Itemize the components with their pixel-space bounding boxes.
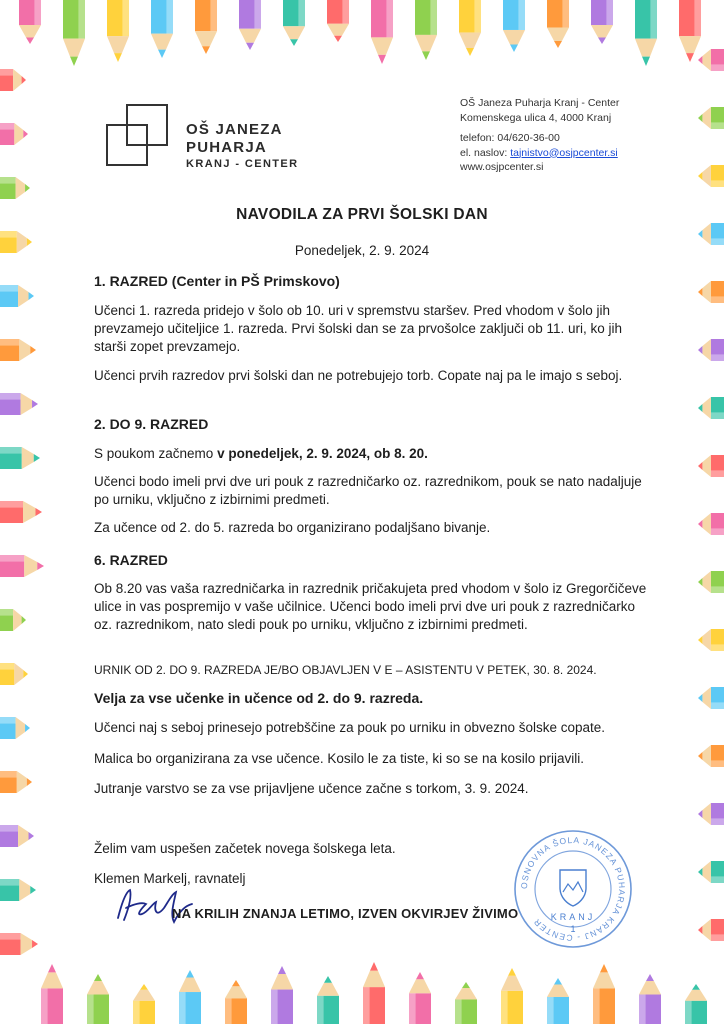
pencil-icon bbox=[19, 0, 41, 44]
pencil-icon bbox=[698, 455, 724, 477]
pencil-icon bbox=[179, 970, 201, 1024]
pencil-icon bbox=[547, 978, 569, 1024]
pencil-icon bbox=[239, 0, 261, 50]
pencil-icon bbox=[591, 0, 613, 44]
pencil-icon bbox=[698, 745, 724, 767]
pencil-icon bbox=[698, 803, 724, 825]
pencil-icon bbox=[363, 962, 385, 1024]
pencil-icon bbox=[0, 447, 40, 469]
pencil-icon bbox=[0, 933, 38, 955]
pencil-icon bbox=[503, 0, 525, 52]
school-name-line1: OŠ JANEZA bbox=[186, 121, 283, 138]
pencil-icon bbox=[698, 919, 724, 941]
pencil-icon bbox=[0, 717, 30, 739]
pencil-icon bbox=[698, 107, 724, 129]
pencil-icon bbox=[271, 966, 293, 1024]
pencil-icon bbox=[679, 0, 701, 62]
pencil-icon bbox=[371, 0, 393, 64]
stamp-ring-text: OSNOVNA ŠOLA JANEZA PUHARJA KRANJ - CENTER bbox=[518, 834, 628, 944]
pencil-icon bbox=[698, 165, 724, 187]
closing-wish: Želim vam uspešen začetek novega šolskega leta. bbox=[94, 841, 396, 856]
pencil-icon bbox=[698, 339, 724, 361]
contact-address: Komenskega ulica 4, 4000 Kranj bbox=[460, 111, 612, 124]
pencil-icon bbox=[698, 513, 724, 535]
pencil-icon bbox=[455, 982, 477, 1024]
pencil-icon bbox=[0, 771, 32, 793]
section3-paragraph4: Jutranje varstvo se za vse prijavljene učence začne s torkom, 3. 9. 2024. bbox=[94, 781, 529, 796]
pencil-icon bbox=[0, 123, 28, 145]
section3-heading: 6. RAZRED bbox=[94, 552, 168, 568]
school-location: KRANJ - CENTER bbox=[186, 158, 299, 170]
pencil-icon bbox=[0, 555, 44, 577]
pencil-icon bbox=[639, 974, 661, 1024]
pencil-icon bbox=[63, 0, 85, 66]
section2-start bbox=[94, 445, 654, 463]
pencil-icon bbox=[0, 393, 38, 415]
section2-paragraph2: Za učence od 2. do 5. razreda bo organizirano podaljšano bivanje. bbox=[94, 520, 491, 535]
section2-start-text: S poukom začnemo bbox=[94, 446, 218, 461]
pencil-icon bbox=[0, 663, 28, 685]
closing-signoff: Klemen Markelj, ravnatelj bbox=[94, 871, 246, 886]
pencil-icon bbox=[685, 984, 707, 1024]
pencil-icon bbox=[0, 879, 36, 901]
pencil-icon bbox=[0, 177, 30, 199]
pencil-icon bbox=[0, 825, 34, 847]
pencil-icon bbox=[698, 687, 724, 709]
section1-paragraph2: Učenci prvih razredov prvi šolski dan ne potrebujejo torb. Copate naj pa le imajo s seboj. bbox=[94, 368, 623, 383]
section2-start-date: v ponedeljek, 2. 9. 2024, ob 8. 20. bbox=[217, 446, 428, 461]
school-name-line2: PUHARJA bbox=[186, 139, 267, 156]
pencil-icon bbox=[593, 964, 615, 1024]
pencil-icon bbox=[195, 0, 217, 54]
pencil-icon bbox=[547, 0, 569, 48]
pencil-icon bbox=[698, 629, 724, 651]
pencil-icon bbox=[0, 285, 34, 307]
pencil-icon bbox=[409, 972, 431, 1024]
pencil-icon bbox=[698, 281, 724, 303]
pencil-icon bbox=[0, 501, 42, 523]
contact-school: OŠ Janeza Puharja Kranj - Center bbox=[460, 97, 620, 109]
contact-block bbox=[460, 96, 619, 175]
schedule-note: URNIK OD 2. DO 9. RAZREDA JE/BO OBJAVLJEN V E – ASISTENTU V PETEK, 30. 8. 2024. bbox=[94, 663, 597, 677]
pencil-icon bbox=[698, 223, 724, 245]
stamp-number: 1 bbox=[570, 924, 576, 934]
contact-phone: telefon: 04/620-36-00 bbox=[460, 132, 560, 144]
pencil-icon bbox=[133, 984, 155, 1024]
logo-square-front bbox=[126, 104, 168, 146]
pencil-icon bbox=[0, 609, 26, 631]
contact-email-label: el. naslov: bbox=[460, 146, 511, 159]
pencil-icon bbox=[698, 49, 724, 71]
pencil-icon bbox=[698, 571, 724, 593]
document-title: NAVODILA ZA PRVI ŠOLSKI DAN bbox=[236, 206, 488, 223]
section3-paragraph1: Ob 8.20 vas vaša razredničarka in razrednik pričakujeta pred vhodom v šolo iz Gregorčičeve ulice in vas pospremijo v vaše učilnice. Učenci bodo imeli prvi dve uri pouk z razredničarko oz. razrednikom, nato sledi pouk po urniku, vključno z izbirnimi predmeti. bbox=[94, 581, 647, 632]
school-name bbox=[186, 121, 283, 157]
pencil-icon bbox=[317, 976, 339, 1024]
section1-heading: 1. RAZRED (Center in PŠ Primskovo) bbox=[94, 273, 340, 289]
school-motto: NA KRILIH ZNANJA LETIMO, IZVEN OKVIRJEV ŽIVIMO bbox=[172, 906, 519, 921]
section3-paragraph2: Učenci naj s seboj prinesejo potrebščine za pouk po urniku in obvezno šolske copate. bbox=[94, 720, 606, 735]
pencil-icon bbox=[698, 397, 724, 419]
pencil-icon bbox=[0, 339, 36, 361]
document-date: Ponedeljek, 2. 9. 2024 bbox=[294, 243, 430, 258]
section2-heading: 2. DO 9. RAZRED bbox=[94, 416, 209, 432]
section2-paragraph1: Učenci bodo imeli prvi dve uri pouk z razredničarko oz. razrednikom, pouk se nato nadaljuje po urniku, vključno z izbirnimi predmeti. bbox=[94, 474, 642, 507]
pencil-icon bbox=[635, 0, 657, 66]
pencil-icon bbox=[41, 964, 63, 1024]
section1-paragraph1: Učenci 1. razreda pridejo v šolo ob 10. uri v spremstvu staršev. Pred vhodom v šolo jih prevzamejo učiteljice 1. razreda. Prvi šolski dan se za prvošolce zaključi ob 11. uri, ko jih starši zopet prevzamejo. bbox=[94, 303, 622, 354]
pencil-icon bbox=[107, 0, 129, 62]
school-stamp-icon bbox=[510, 826, 636, 952]
pencil-icon bbox=[327, 0, 349, 42]
pencil-icon bbox=[225, 980, 247, 1024]
pencil-icon bbox=[283, 0, 305, 46]
contact-email-link[interactable]: tajnistvo@osjpcenter.si bbox=[510, 146, 618, 159]
pencil-icon bbox=[501, 968, 523, 1024]
school-logo-icon bbox=[106, 104, 170, 168]
pencil-icon bbox=[87, 974, 109, 1024]
all-grades-heading: Velja za vse učenke in učence od 2. do 9. razreda. bbox=[94, 690, 424, 706]
contact-email-row bbox=[460, 146, 619, 161]
pencil-icon bbox=[0, 69, 26, 91]
pencil-icon bbox=[415, 0, 437, 60]
contact-web[interactable]: www.osjpcenter.si bbox=[460, 161, 544, 173]
pencil-icon bbox=[698, 861, 724, 883]
section3-paragraph3: Malica bo organizirana za vse učence. Kosilo le za tiste, ki so se na kosilo prijavili. bbox=[94, 751, 584, 766]
stamp-center-text: KRANJ bbox=[550, 912, 596, 922]
pencil-icon bbox=[151, 0, 173, 58]
pencil-icon bbox=[459, 0, 481, 56]
